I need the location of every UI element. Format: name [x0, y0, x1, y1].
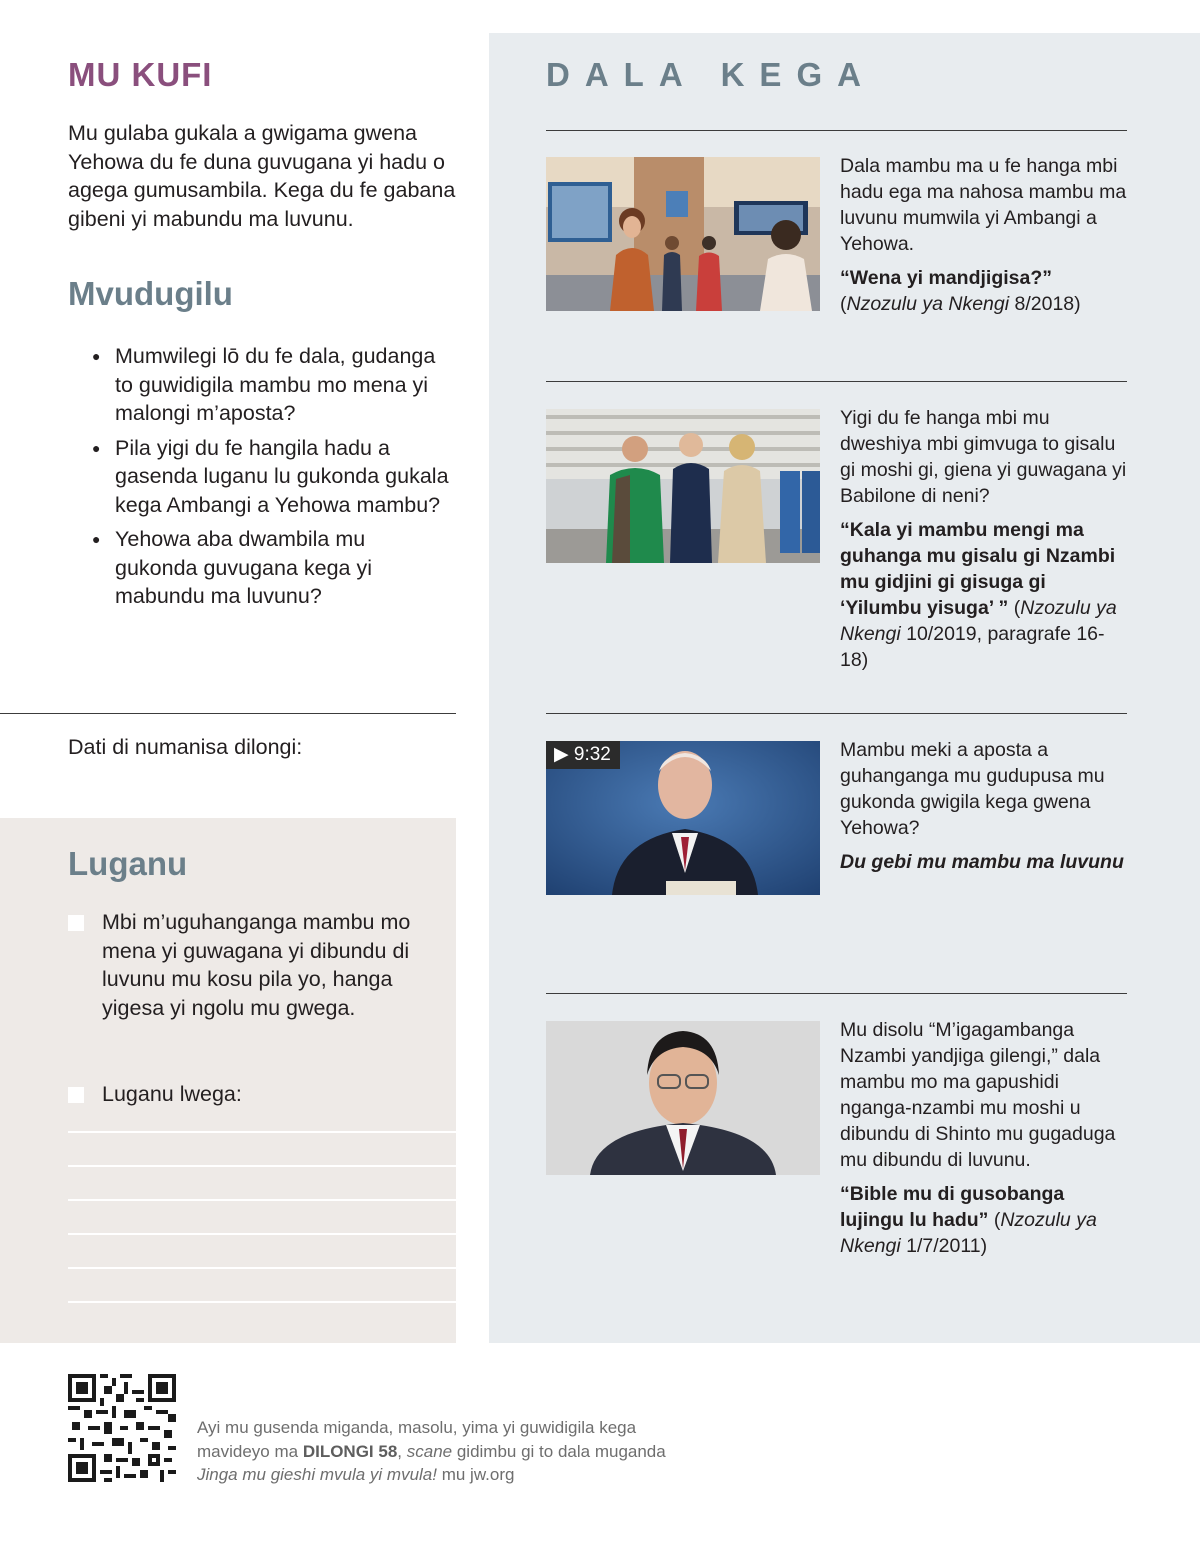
writing-line: [68, 1165, 456, 1167]
summary-paragraph: Mu gulaba gukala a gwigama gwena Yehowa du fe duna guvugana yi hadu o agega gumusambila. Kega du fe gabana gibeni yi mabundu ma luvunu.: [68, 121, 456, 231]
publication-name: Nzozulu ya Nkengi: [846, 293, 1010, 315]
explore-item-description: Mambu meki a aposta a guhanganga mu gudupusa mu gukonda gwigila kega gwena Yehowa?: [840, 739, 1105, 839]
writing-line: [68, 1199, 456, 1201]
explore-item-3: [840, 737, 1132, 875]
review-questions-list: [92, 342, 452, 617]
reference-title[interactable]: “Kala yi mambu mengi ma guhanga mu gisalu gi Nzambi mu gidjini gi gisuga gi ‘Yilumbu yisuga’ ”: [840, 519, 1116, 619]
divider: [546, 130, 1127, 131]
reference-title[interactable]: “Bible mu di gusobanga lujingu lu hadu”: [840, 1183, 1065, 1231]
video-title[interactable]: Du gebi mu mambu ma luvunu: [840, 851, 1124, 873]
goal-text: Luganu lwega:: [102, 1082, 242, 1106]
review-question: ● Mumwilegi lō du fe dala, gudanga to guwidigila mambu mo mena yi malongi m’aposta?: [92, 342, 452, 428]
review-question: ● Pila yigi du fe hangila hadu a gasenda luganu lu gukonda gukala kega Ambangi a Yehowa mambu?: [92, 434, 452, 520]
goal-item: [68, 908, 458, 1022]
goal-item: [68, 1080, 428, 1109]
explore-item-reference: “Bible mu di gusobanga lujingu lu hadu” (Nzozulu ya Nkengi 1/7/2011): [840, 1183, 1097, 1257]
reference-title[interactable]: “Wena yi mandjigisa?”: [840, 267, 1053, 289]
completion-date-label: Dati di numanisa dilongi:: [68, 735, 303, 759]
street-witnessing-photo[interactable]: [546, 409, 820, 563]
explore-item-description: Dala mambu ma u fe hanga mbi hadu ega ma nahosa mambu ma luvunu mumwila yi Ambangi a Yehowa.: [840, 155, 1127, 255]
review-heading: Mvudugilu: [68, 275, 233, 312]
divider: [0, 713, 456, 714]
divider: [546, 713, 1127, 714]
explore-item-1: [840, 153, 1132, 317]
goal-text: Mbi m’uguhanganga mambu mo mena yi guwagana yi dibundu di luvunu mu kosu pila yo, hanga yigesa yi ngolu mu gwega.: [102, 910, 411, 1020]
publication-name: Nzozulu ya Nkengi: [840, 1209, 1097, 1257]
footer-note: Ayi mu gusenda miganda, masolu, yima yi guwidigila kega mavideyo ma DILONGI 58, scane gidimbu gi to dala muganda Jinga mu gieshi mvula yi mvula! mu jw.org: [197, 1418, 666, 1484]
goals-heading: Luganu: [68, 845, 188, 882]
news-crowd-illustration[interactable]: [546, 157, 820, 311]
goal-checkbox[interactable]: [68, 915, 84, 931]
portrait-photo[interactable]: [546, 1021, 820, 1175]
qr-code-icon[interactable]: [68, 1374, 176, 1482]
divider: [546, 993, 1127, 994]
explore-item-reference: “Wena yi mandjigisa?” (Nzozulu ya Nkengi 8/2018): [840, 267, 1081, 315]
writing-line: [68, 1233, 456, 1235]
explore-item-2: [840, 405, 1132, 673]
explore-item-description: Mu disolu “M’igagambanga Nzambi yandjiga gilengi,” dala mambu mo ma gapushidi nganga-nzambi mu moshi u dibundu di Shinto mu gugaduga mu dibundu di luvunu.: [840, 1019, 1116, 1171]
explore-item-reference: “Kala yi mambu mengi ma guhanga mu gisalu gi Nzambi mu gidjini gi gisuga gi ‘Yilumbu yisuga’ ” (Nzozulu ya Nkengi 10/2019, paragrafe 16-18): [840, 519, 1117, 671]
explore-item-description: Yigi du fe hanga mbi mu dweshiya mbi gimvuga to gisalu gi moshi gi, giena yi guwagana yi Babilone di neni?: [840, 407, 1127, 507]
writing-line: [68, 1301, 456, 1303]
writing-line: [68, 1267, 456, 1269]
goal-checkbox[interactable]: [68, 1087, 84, 1103]
explore-heading: DALA KEGA: [546, 56, 876, 93]
video-thumbnail[interactable]: [546, 741, 820, 895]
video-duration-badge: ▶ 9:32: [546, 741, 620, 769]
lesson-number: DILONGI 58: [302, 1441, 398, 1461]
explore-item-4: [840, 1017, 1132, 1259]
section-title-mu-kufi: MU KUFI: [68, 56, 213, 93]
writing-line: [68, 1131, 456, 1133]
review-question: ● Yehowa aba dwambila mu gukonda guvugana kega yi mabundu ma luvunu?: [92, 525, 452, 611]
series-title: Jinga mu gieshi mvula yi mvula!: [197, 1465, 437, 1484]
publication-name: Nzozulu ya Nkengi: [840, 597, 1117, 645]
divider: [546, 381, 1127, 382]
